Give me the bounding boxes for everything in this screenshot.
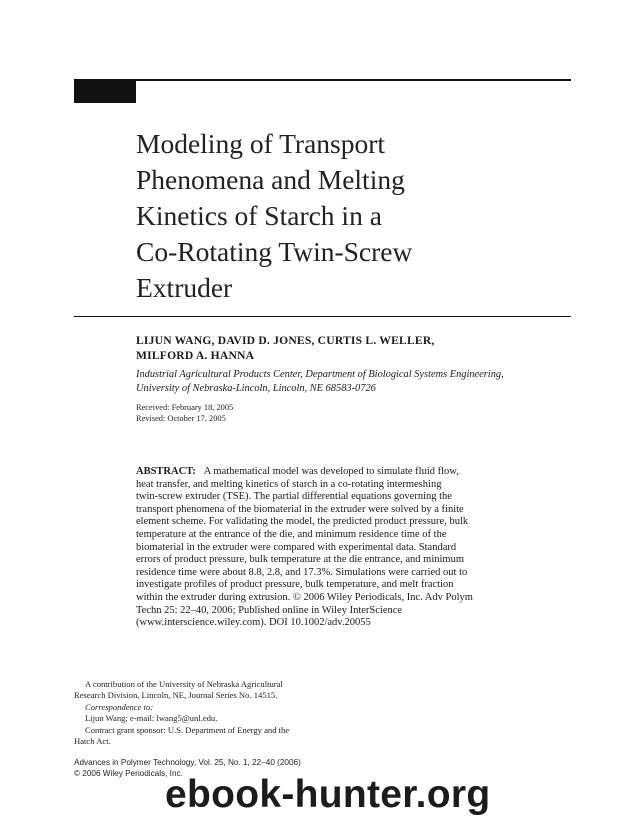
- author-line: LIJUN WANG, DAVID D. JONES, CURTIS L. WELLER,: [136, 334, 435, 347]
- abstract-first-text: A mathematical model was developed to simulate fluid flow,: [203, 466, 459, 477]
- abstract-line: element scheme. For validating the model, the predicted product pressure, bulk: [136, 516, 469, 528]
- title-line: Kinetics of Starch in a: [136, 200, 382, 231]
- footnote-grant-line: Hatch Act.: [74, 736, 111, 747]
- abstract-line: transport phenomena of the biomaterial in the extruder were solved by a finite: [136, 503, 464, 515]
- received-date: Received: February 18, 2005: [136, 403, 234, 412]
- abstract-line: residence time were about 8.8, 2.8, and 17.3%. Simulations were carried out to: [136, 566, 468, 578]
- abstract-gap: [196, 466, 204, 477]
- footnote: [74, 679, 324, 747]
- footnote-grant-line: Contract grant sponsor: U.S. Department of Energy and the: [85, 724, 290, 735]
- title-line: Modeling of Transport: [136, 128, 386, 159]
- affiliation-line: Industrial Agricultural Products Center, Department of Biological Systems Engineering,: [136, 369, 504, 380]
- abstract-first-line: [136, 466, 576, 479]
- author-line: MILFORD A. HANNA: [136, 349, 255, 362]
- abstract-line: investigate profiles of product pressure, bulk temperature, and melt fraction: [136, 579, 454, 591]
- abstract: [136, 466, 576, 630]
- footnote-contribution-line: Research Division, Lincoln, NE, Journal Series No. 14515.: [74, 690, 278, 701]
- title-line: Extruder: [136, 272, 233, 303]
- abstract-line: within the extruder during extrusion. © 2006 Wiley Periodicals, Inc. Adv Polym: [136, 591, 473, 603]
- footnote-contribution-line: A contribution of the University of Nebraska Agricultural: [85, 679, 283, 689]
- title-line: Phenomena and Melting: [136, 164, 405, 195]
- footnote-correspondence: [74, 702, 324, 725]
- abstract-line: twin-screw extruder (TSE). The partial differential equations governing the: [136, 491, 452, 503]
- watermark: ebook-hunter.org: [165, 773, 491, 816]
- journal-copyright: © 2006 Wiley Periodicals, Inc.: [74, 768, 183, 778]
- article-dates: [136, 403, 436, 424]
- header-black-tab: [74, 81, 136, 103]
- journal-citation: Advances in Polymer Technology, Vol. 25, No. 1, 22–40 (2006): [74, 758, 301, 767]
- article-title: [136, 126, 566, 306]
- affiliation: [136, 368, 576, 395]
- abstract-line: (www.interscience.wiley.com). DOI 10.1002/adv.20055: [136, 617, 371, 629]
- title-divider: [74, 316, 571, 317]
- abstract-label: ABSTRACT:: [136, 466, 196, 477]
- abstract-line: biomaterial in the extruder were compared with experimental data. Standard: [136, 541, 457, 553]
- author-list: [136, 333, 576, 363]
- affiliation-line: University of Nebraska-Lincoln, Lincoln, NE 68583-0726: [136, 382, 376, 394]
- revised-date: Revised: October 17, 2005: [136, 413, 226, 423]
- correspondence-text: Lijun Wang; e-mail: lwang5@unl.edu.: [85, 713, 218, 724]
- abstract-line: heat transfer, and melting kinetics of starch in a co-rotating intermeshing: [136, 478, 442, 490]
- abstract-line: temperature at the entrance of the die, and minimum residence time of the: [136, 528, 447, 540]
- abstract-line: Techn 25: 22–40, 2006; Published online in Wiley InterScience: [136, 604, 403, 616]
- header-rule: [74, 79, 571, 81]
- title-line: Co-Rotating Twin-Screw: [136, 236, 413, 267]
- abstract-line: errors of product pressure, bulk temperature at the die entrance, and minimum: [136, 554, 465, 566]
- correspondence-label: Correspondence to:: [85, 701, 154, 712]
